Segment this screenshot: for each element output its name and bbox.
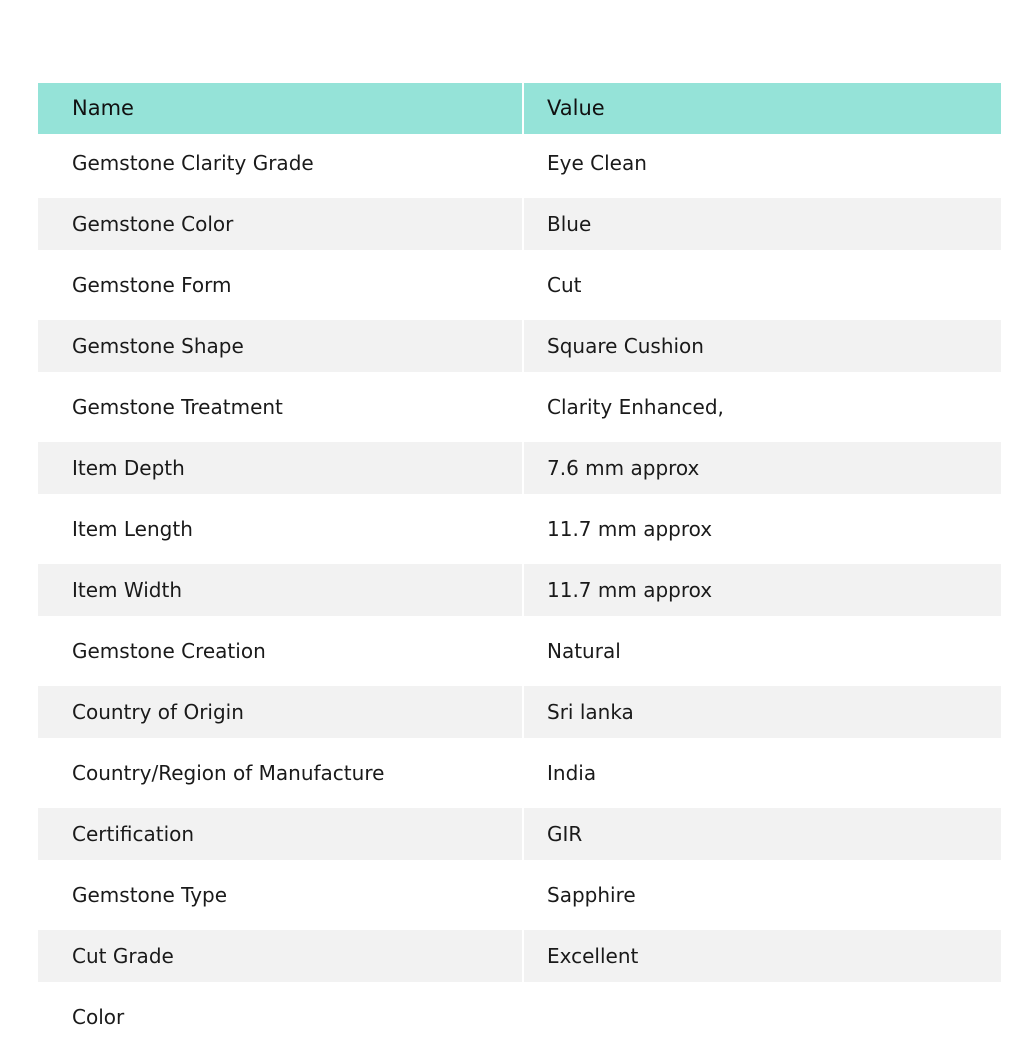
row-value: Sapphire	[547, 883, 636, 907]
table-row	[38, 256, 1001, 314]
row-value: India	[547, 761, 597, 785]
table-row	[38, 500, 1001, 558]
row-name: Gemstone Shape	[38, 320, 522, 372]
table-row	[38, 866, 1001, 924]
row-value: GIR	[524, 808, 1001, 860]
table-row	[38, 564, 1001, 616]
table-row	[38, 378, 1001, 436]
specifications-table	[38, 83, 1001, 1046]
row-name: Country/Region of Manufacture	[72, 761, 385, 785]
row-value: Natural	[547, 639, 621, 663]
row-name: Gemstone Form	[72, 273, 232, 297]
row-name: Gemstone Clarity Grade	[72, 151, 314, 175]
table-row	[38, 622, 1001, 680]
row-value: 7.6 mm approx	[524, 442, 1001, 494]
row-value: Square Cushion	[524, 320, 1001, 372]
row-value: Eye Clean	[547, 151, 647, 175]
table-row	[38, 134, 1001, 192]
row-name: Country of Origin	[38, 686, 522, 738]
table-row	[38, 744, 1001, 802]
row-value: 11.7 mm approx	[547, 517, 713, 541]
row-name: Certification	[38, 808, 522, 860]
table-row	[38, 320, 1001, 372]
row-name: Cut Grade	[38, 930, 522, 982]
row-value: Clarity Enhanced,	[547, 395, 724, 419]
row-name: Gemstone Type	[72, 883, 228, 907]
row-name: Gemstone Creation	[72, 639, 266, 663]
row-name: Gemstone Treatment	[72, 395, 283, 419]
row-name: Item Length	[72, 517, 193, 541]
row-name: Item Depth	[38, 442, 522, 494]
table-body	[38, 134, 1001, 1046]
row-value: 11.7 mm approx	[524, 564, 1001, 616]
row-name: Item Width	[38, 564, 522, 616]
row-name: Color	[72, 1005, 125, 1029]
row-value: Excellent	[524, 930, 1001, 982]
row-value: Cut	[547, 273, 582, 297]
row-name: Gemstone Color	[38, 198, 522, 250]
table-row	[38, 930, 1001, 982]
table-row	[38, 988, 1001, 1046]
table-row	[38, 198, 1001, 250]
table-header	[38, 83, 1001, 134]
row-value	[524, 988, 1001, 1046]
header-name: Name	[72, 96, 134, 120]
table-row	[38, 442, 1001, 494]
header-value: Value	[547, 96, 605, 120]
row-value: Sri lanka	[524, 686, 1001, 738]
table-row	[38, 686, 1001, 738]
row-value: Blue	[524, 198, 1001, 250]
table-row	[38, 808, 1001, 860]
